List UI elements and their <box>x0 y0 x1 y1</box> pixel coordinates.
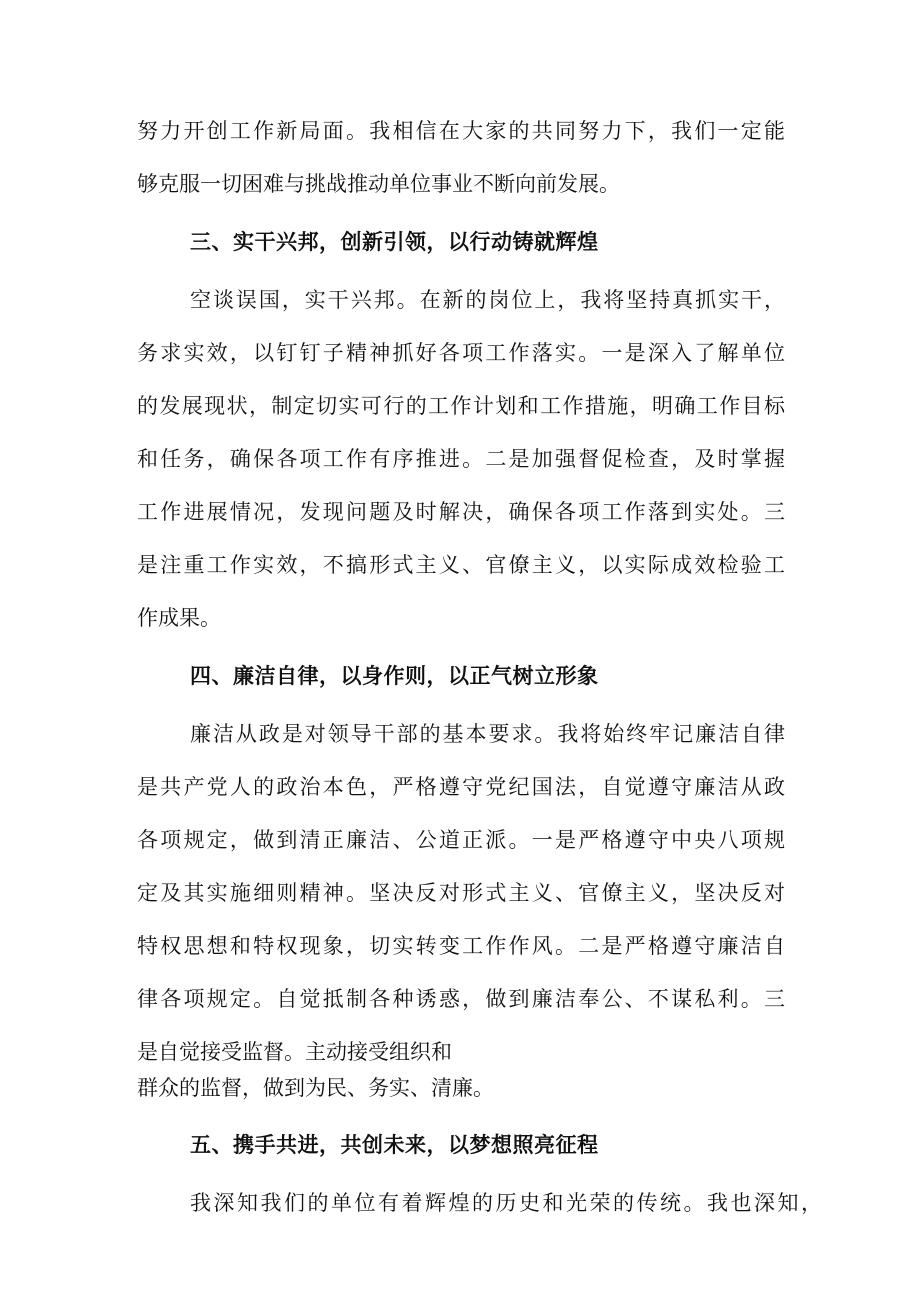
paragraph-line: 和任务，确保各项工作有序推进。二是加强督促检查，及时掌握 <box>137 447 785 471</box>
paragraph-line: 是共产党人的政治本色，严格遵守党纪国法，自觉遵守廉洁从政 <box>137 775 785 799</box>
paragraph-line: 群众的监督，做到为民、务实、清廉。 <box>137 1076 494 1100</box>
section-heading: 三、实干兴邦，创新引领，以行动铸就辉煌 <box>190 229 599 254</box>
paragraph-line: 律各项规定。自觉抵制各种诱惑，做到廉洁奉公、不谋私利。三 <box>137 987 785 1011</box>
section-heading: 五、携手共进，共创未来，以梦想照亮征程 <box>190 1132 599 1157</box>
paragraph-line: 廉洁从政是对领导干部的基本要求。我将始终牢记廉洁自律 <box>190 722 785 746</box>
paragraph-line: 够克服一切困难与挑战推动单位事业不断向前发展。 <box>137 172 620 196</box>
paragraph-line: 努力开创工作新局面。我相信在大家的共同努力下，我们一定能 <box>137 119 785 143</box>
paragraph-line: 各项规定，做到清正廉洁、公道正派。一是严格遵守中央八项规 <box>137 828 785 852</box>
paragraph-line: 工作进展情况，发现问题及时解决，确保各项工作落到实处。三 <box>137 500 785 524</box>
paragraph-line: 我深知我们的单位有着辉煌的历史和光荣的传统。我也深知， <box>190 1191 822 1215</box>
paragraph-line: 的发展现状，制定切实可行的工作计划和工作措施，明确工作目标 <box>137 394 785 418</box>
paragraph-line: 定及其实施细则精神。坚决反对形式主义、官僚主义，坚决反对 <box>137 881 785 905</box>
paragraph-line: 特权思想和特权现象，切实转变工作作风。二是严格遵守廉洁自 <box>137 934 785 958</box>
paragraph-line: 是自觉接受监督。主动接受组织和 <box>137 1040 452 1064</box>
section-heading: 四、廉洁自律，以身作则，以正气树立形象 <box>190 663 599 688</box>
paragraph-line: 务求实效，以钉钉子精神抓好各项工作落实。一是深入了解单位 <box>137 341 785 365</box>
paragraph-line: 作成果。 <box>137 606 221 630</box>
paragraph-line: 空谈误国，实干兴邦。在新的岗位上，我将坚持真抓实干， <box>190 288 785 312</box>
paragraph-line: 是注重工作实效，不搞形式主义、官僚主义，以实际成效检验工 <box>137 553 785 577</box>
